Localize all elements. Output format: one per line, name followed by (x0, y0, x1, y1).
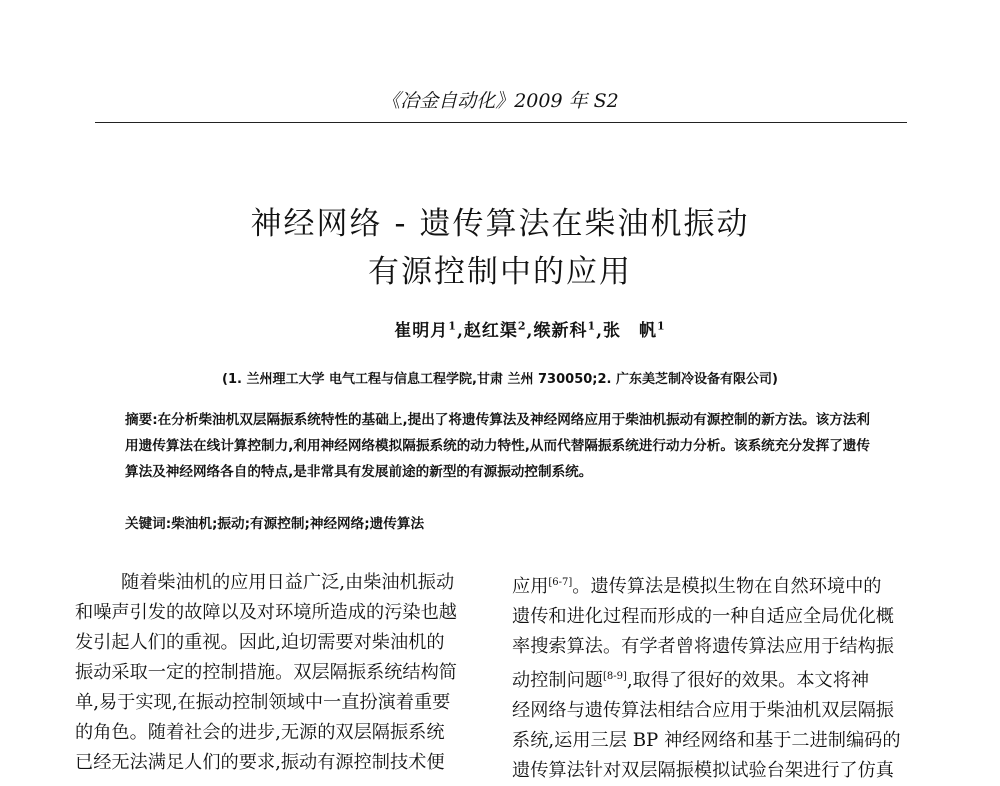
body-line: 动控制问题[8-9],取得了很好的效果。本文将神 (512, 670, 870, 692)
affiliation: (1. 兰州理工大学 电气工程与信息工程学院,甘肃 兰州 730050;2. 广东美芝制冷设备有限公司) (222, 372, 778, 387)
body-line: 的角色。随着社会的进步,无源的双层隔振系统 (75, 722, 445, 743)
citation: [8-9] (602, 671, 627, 683)
author: 张 帆 (603, 321, 658, 341)
body-column-left (75, 568, 475, 778)
author: 赵红渠 (463, 321, 518, 341)
abstract-label: 摘要: (125, 412, 158, 428)
author-list: 崔明月$^1$,赵红渠$^2$,缑新科$^1$,张 帆$^1$ (394, 319, 666, 341)
paper-title-line1: 神经网络 - 遗传算法在柴油机振动 (250, 206, 750, 242)
body-line: 率搜索算法。有学者曾将遗传算法应用于结构振 (512, 636, 894, 658)
keywords (125, 512, 424, 532)
body-column-right (512, 568, 912, 786)
author-affiliation-mark: 1 (448, 319, 457, 333)
body-line: 振动采取一定的控制措施。双层隔振系统结构简 (75, 662, 457, 683)
author: 缑新科 (533, 321, 588, 341)
body-line: 单,易于实现,在振动控制领域中一直扮演着重要 (75, 692, 451, 713)
keywords-label: 关键词: (125, 516, 172, 532)
body-line: 系统,运用三层 BP 神经网络和基于二进制编码的 (512, 730, 901, 752)
author-affiliation-mark: 2 (517, 319, 527, 333)
body-line: 遗传和进化过程而形成的一种自适应全局优化概 (512, 606, 894, 628)
journal-header: 《冶金自动化》2009 年 S2 (381, 90, 619, 112)
body-line: 发引起人们的重视。因此,迫切需要对柴油机的 (75, 632, 445, 653)
body-line: 随着柴油机的应用日益广泛,由柴油机振动 (121, 572, 455, 593)
body-line: 遗传算法针对双层隔振模拟试验台架进行了仿真 (512, 760, 894, 782)
citation: [6-7] (548, 577, 573, 588)
author-affiliation-mark: 1 (657, 319, 666, 333)
keywords-text: 柴油机;振动;有源控制;神经网络;遗传算法 (171, 516, 425, 532)
author: 崔明月 (394, 321, 449, 341)
body-line: 和噪声引发的故障以及对环境所造成的污染也越 (75, 602, 457, 623)
body-line: 经网络与遗传算法相结合应用于柴油机双层隔振 (512, 700, 894, 722)
abstract-text: 在分析柴油机双层隔振系统特性的基础上,提出了将遗传算法及神经网络应用于柴油机振动有源控制的新方法。该方法利用遗传算法在线计算控制力,利用神经网络模拟隔振系统的动力特性,从而代替隔振系统进行动力分析。该系统充分发挥了遗传算法及神经网络各自的特点,是非常具有发展前途的新型的有源振动控制系统。 (125, 412, 870, 480)
body-line: 应用[6-7]。遗传算法是模拟生物在自然环境中的 (512, 576, 882, 598)
abstract (125, 408, 870, 485)
body-line: 已经无法满足人们的要求,振动有源控制技术便 (75, 752, 445, 773)
paper-title-line2: 有源控制中的应用 (368, 254, 632, 290)
header-rule (95, 122, 907, 123)
author-affiliation-mark: 1 (587, 319, 597, 333)
